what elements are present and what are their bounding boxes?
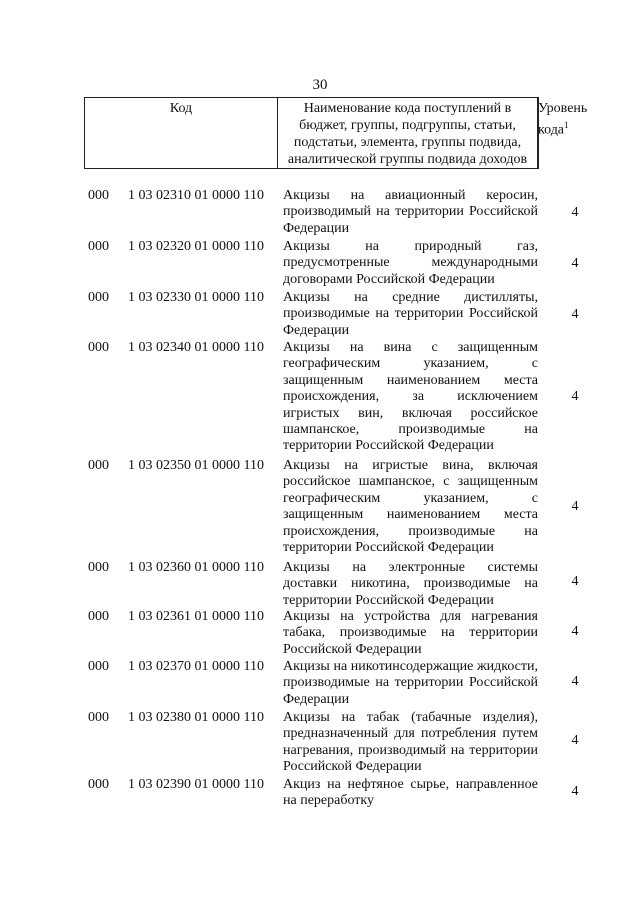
revenue-code: 1 03 02340 01 0000 110 [128,340,264,355]
revenue-name: Акцизы на вина с защищенным географическим указанием, с защищенным наименованием места происхождения, за исключением игристых вин, включая российское шампанское, производимые на территории Российской Федерации [283,340,538,454]
code-level: 4 [571,307,579,322]
admin-code: 000 [88,609,109,624]
revenue-code: 1 03 02361 01 0000 110 [128,609,264,624]
admin-code: 000 [88,659,109,674]
revenue-name: Акцизы на устройства для нагревания табака, производимые на территории Российской Федерации [283,609,538,657]
revenue-name: Акцизы на средние дистилляты, производимые на территории Российской Федерации [283,290,538,338]
admin-code: 000 [88,239,109,254]
admin-code: 000 [88,458,109,473]
revenue-code: 1 03 02320 01 0000 110 [128,239,264,254]
revenue-code: 1 03 02370 01 0000 110 [128,659,264,674]
header-code-label: Код [85,98,278,168]
header-level-label: Уровень кода [538,101,588,138]
revenue-name: Акцизы на природный газ, предусмотренные международными договорами Российской Федерации [283,239,538,287]
admin-code: 000 [88,290,109,305]
admin-code: 000 [88,560,109,575]
code-level: 4 [571,205,579,220]
revenue-name: Акциз на нефтяное сырье, направленное на переработку [283,777,538,809]
revenue-name: Акцизы на авиационный керосин, производимый на территории Российской Федерации [283,188,538,236]
admin-code: 000 [88,340,109,355]
code-level: 4 [571,389,579,404]
code-level: 4 [571,574,579,589]
admin-code: 000 [88,710,109,725]
code-level: 4 [571,674,579,689]
revenue-name: Акцизы на никотинсодержащие жидкости, производимые на территории Российской Федерации [283,659,538,707]
revenue-code: 1 03 02310 01 0000 110 [128,188,264,203]
revenue-name: Акцизы на игристые вина, включая российское шампанское, с защищенным географическим указанием, с защищенным наименованием места происхождения, производимые на территории Российской Федерации [283,458,538,556]
table-header [84,97,588,169]
header-level-footnote: 1 [564,120,569,130]
admin-code: 000 [88,777,109,792]
code-level: 4 [571,624,579,639]
code-level: 4 [571,256,579,271]
revenue-code: 1 03 02380 01 0000 110 [128,710,264,725]
revenue-code: 1 03 02350 01 0000 110 [128,458,264,473]
revenue-code: 1 03 02360 01 0000 110 [128,560,264,575]
code-level: 4 [571,733,579,748]
admin-code: 000 [88,188,109,203]
code-level: 4 [571,499,579,514]
code-level: 4 [571,784,579,799]
revenue-code: 1 03 02390 01 0000 110 [128,777,264,792]
header-name-label: Наименование кода поступлений в бюджет, группы, подгруппы, статьи, подстатьи, элемента, группы подвида, аналитической группы подвида доходов [278,98,538,168]
revenue-name: Акцизы на электронные системы доставки никотина, производимые на территории Российской Федерации [283,560,538,608]
revenue-name: Акцизы на табак (табачные изделия), предназначенный для потребления путем нагревания, производимый на территории Российской Федерации [283,710,538,775]
page-number: 30 [312,77,328,93]
revenue-code: 1 03 02330 01 0000 110 [128,290,264,305]
